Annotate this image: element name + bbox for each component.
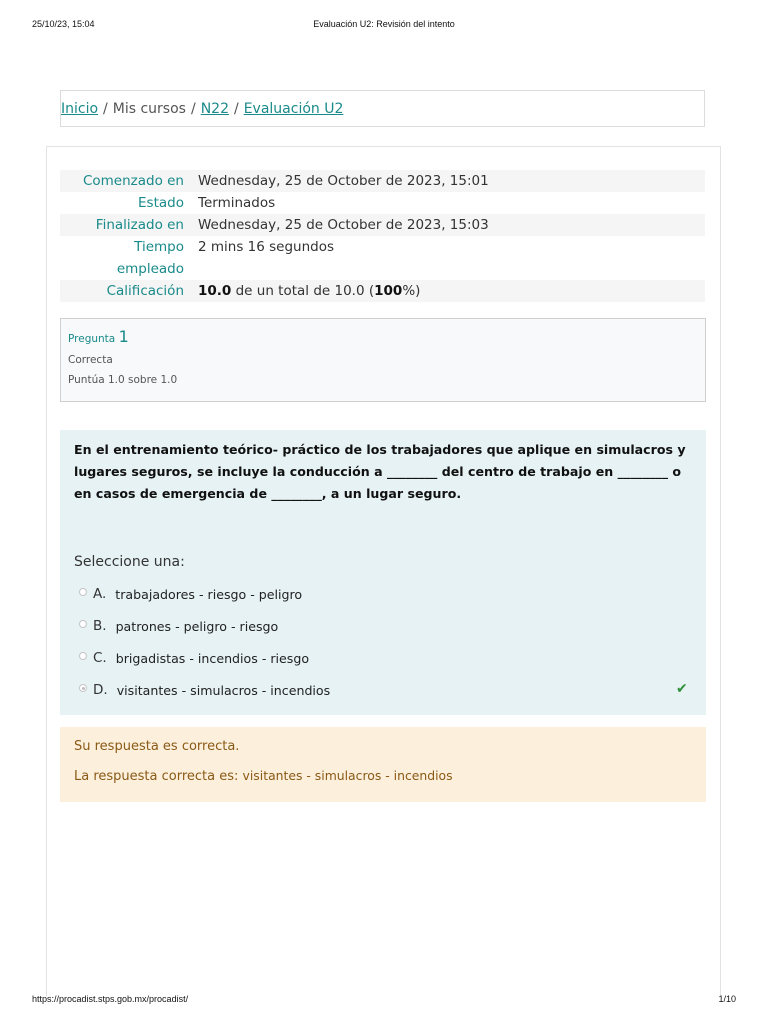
summary-row-started [60, 170, 705, 192]
correct-answer-line [74, 766, 692, 787]
answer-option-c[interactable] [79, 642, 689, 674]
correct-answer-text: visitantes - simulacros - incendios [242, 768, 453, 783]
grade-score: 10.0 [198, 283, 232, 299]
answer-text: visitantes - simulacros - incendios [116, 682, 331, 698]
radio-button[interactable] [79, 620, 87, 628]
question-number [68, 327, 698, 346]
breadcrumb-mis-cursos: Mis cursos [112, 100, 186, 117]
question-state: Correcta [68, 354, 113, 366]
grade-value [194, 280, 420, 302]
answer-text: trabajadores - riesgo - peligro [115, 586, 303, 602]
feedback-box [60, 727, 706, 802]
state-value: Terminados [198, 195, 276, 211]
feedback-result: Su respuesta es correcta. [74, 739, 240, 754]
summary-row-grade [60, 280, 705, 302]
answer-letter: B. [93, 618, 107, 634]
grade-total-text: de un total de 10.0 ( [231, 283, 375, 299]
check-icon: ✔ [676, 681, 688, 697]
print-datetime: 25/10/23, 15:04 [32, 19, 95, 29]
question-grade: Puntúa 1.0 sobre 1.0 [68, 374, 178, 386]
print-footer [0, 994, 768, 1008]
radio-button[interactable] [79, 588, 87, 596]
time-label-line1: Tiempo [134, 239, 184, 255]
time-label [60, 236, 194, 280]
breadcrumb [60, 90, 705, 127]
answer-option-a[interactable] [79, 578, 689, 610]
answer-options [79, 578, 689, 706]
grade-percent-close: %) [402, 283, 421, 299]
answer-text: brigadistas - incendios - riesgo [115, 650, 310, 666]
started-label: Comenzado en [82, 173, 184, 189]
answer-letter: A. [93, 586, 107, 602]
answer-letter: C. [93, 650, 107, 666]
grade-label: Calificación [106, 283, 184, 299]
correct-answer-prefix: La respuesta correcta es: [74, 769, 243, 784]
answer-option-b[interactable] [79, 610, 689, 642]
finished-value: Wednesday, 25 de October de 2023, 15:03 [198, 217, 489, 233]
breadcrumb-inicio-link[interactable]: Inicio [61, 100, 99, 117]
print-page-number: 1/10 [718, 994, 736, 1004]
answer-letter: D. [93, 682, 108, 698]
breadcrumb-separator: / [190, 100, 196, 117]
radio-button-selected[interactable] [79, 684, 87, 692]
question-info-box [60, 318, 706, 402]
answer-option-d[interactable] [79, 674, 689, 706]
finished-label: Finalizado en [95, 217, 184, 233]
time-value: 2 mins 16 segundos [198, 239, 335, 255]
breadcrumb-separator: / [103, 100, 108, 117]
summary-row-time [60, 236, 705, 280]
print-header [0, 19, 768, 33]
started-value: Wednesday, 25 de October de 2023, 15:01 [198, 173, 489, 189]
summary-row-state [60, 192, 705, 214]
grade-percent: 100 [374, 283, 403, 299]
answer-prompt: Seleccione una: [74, 554, 185, 570]
time-label-line2: empleado [116, 261, 184, 277]
question-number-value: 1 [118, 327, 129, 346]
print-page-title: Evaluación U2: Revisión del intento [313, 19, 455, 29]
state-label: Estado [138, 195, 184, 211]
answer-text: patrones - peligro - riesgo [115, 618, 279, 634]
question-label: Pregunta [68, 333, 119, 345]
question-text: En el entrenamiento teórico- práctico de los trabajadores que aplique en simulacros y lugares seguros, se incluye la conducción a ________ del centro de trabajo en ________ o en casos de emergencia de ________, a un lugar seguro. [74, 442, 686, 501]
summary-row-finished [60, 214, 705, 236]
print-url: https://procadist.stps.gob.mx/procadist/ [32, 994, 189, 1004]
breadcrumb-quiz-link[interactable]: Evaluación U2 [243, 100, 344, 117]
attempt-summary-table [60, 170, 705, 302]
breadcrumb-course-link[interactable]: N22 [200, 100, 229, 117]
breadcrumb-separator: / [233, 100, 239, 117]
radio-button[interactable] [79, 652, 87, 660]
